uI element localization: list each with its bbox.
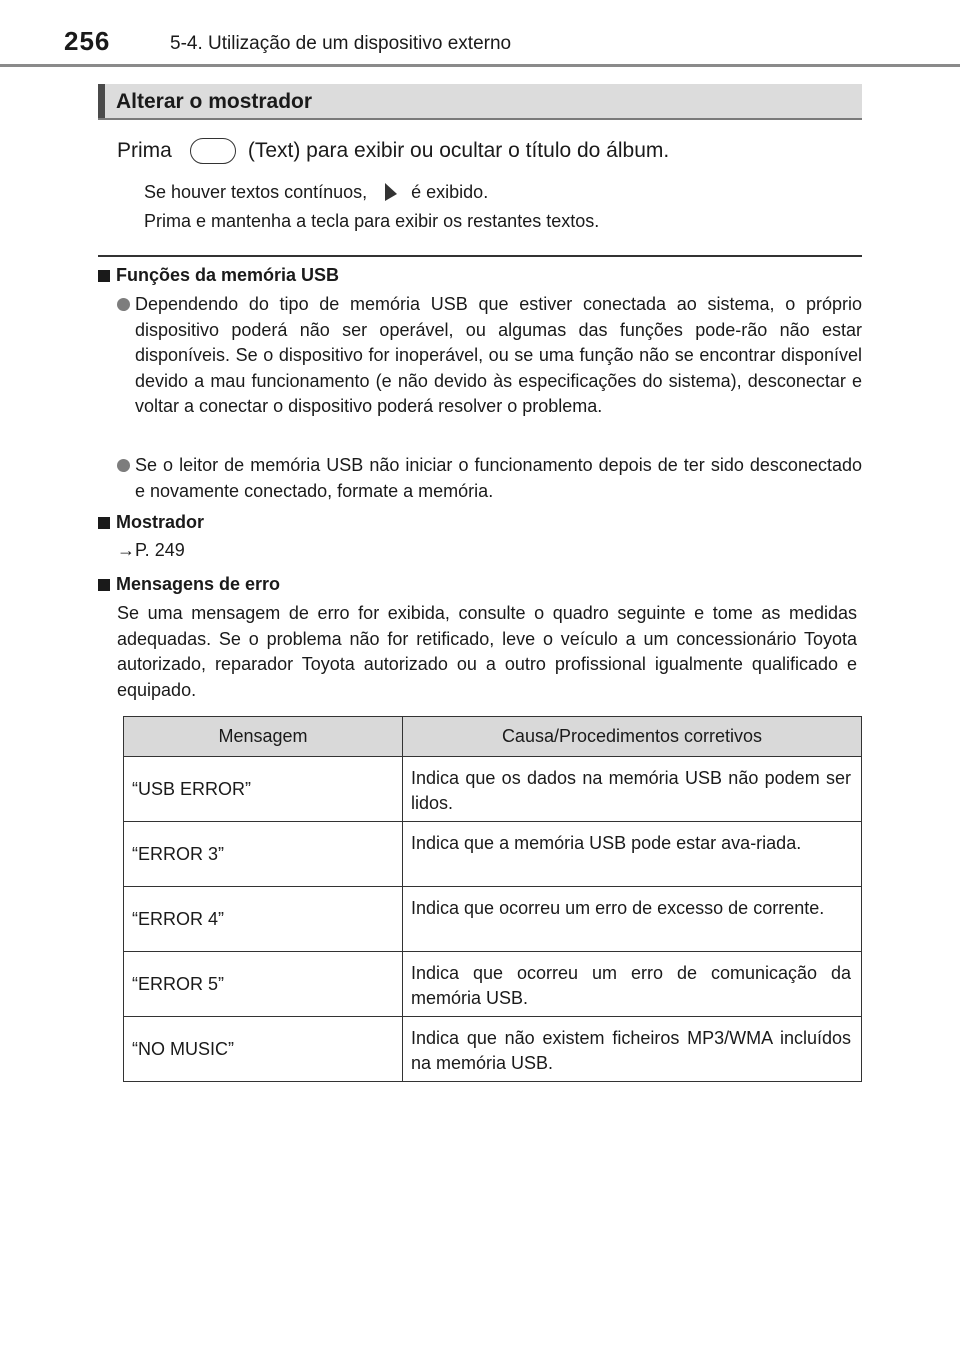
errors-intro: Se uma mensagem de erro for exibida, consulte o quadro seguinte e tome as medidas adequadas. Se o problema não for retificado, leve o veículo a um concessionário Toyota autorizado, reparador Toyota autorizado ou a outro profissional igualmente qualificado e equipado. [117, 603, 857, 700]
error-message-cell: “ERROR 5” [124, 952, 403, 1017]
section-title: Alterar o mostrador [116, 90, 313, 113]
round-bullet-icon [117, 459, 130, 472]
continuation-arrow-icon [385, 182, 397, 202]
section-divider [98, 255, 862, 257]
step-text-before: Prima [117, 139, 172, 162]
page-number: 256 [64, 26, 111, 56]
error-cause-cell: Indica que ocorreu um erro de comunicação da memória USB. [403, 952, 862, 1017]
list-item-text: Se o leitor de memória USB não iniciar o funcionamento depois de ter sido desconectado e novamente conectado, formate a memória. [135, 455, 862, 501]
error-message-cell: “ERROR 3” [124, 822, 403, 887]
error-cause-cell: Indica que ocorreu um erro de excesso de corrente. [403, 887, 862, 952]
note1-after: é exibido. [411, 182, 489, 202]
errors-heading [98, 574, 280, 595]
round-bullet-icon [117, 298, 130, 311]
display-heading [98, 512, 204, 533]
errors-heading-text: Mensagens de erro [116, 574, 281, 594]
header-rule [0, 64, 960, 67]
table-row [124, 952, 862, 1017]
square-bullet-icon [98, 270, 110, 282]
error-messages-table [123, 716, 862, 1082]
table-row [124, 757, 862, 822]
usb-functions-heading-text: Funções da memória USB [116, 265, 340, 285]
error-message-cell: “NO MUSIC” [124, 1017, 403, 1082]
table-row [124, 887, 862, 952]
list-item [117, 292, 862, 420]
column-header-cause: Causa/Procedimentos corretivos [403, 717, 862, 757]
chapter-title: 5-4. Utilização de um dispositivo externo [170, 33, 512, 54]
table-row [124, 1017, 862, 1082]
list-item [117, 453, 862, 504]
error-cause-cell: Indica que a memória USB pode estar ava-riada. [403, 822, 862, 887]
table-header-row [124, 717, 862, 757]
usb-functions-heading [98, 265, 339, 286]
section-header-bar [98, 84, 862, 120]
step-instruction [117, 138, 669, 164]
hold-key-note: Prima e mantenha a tecla para exibir os restantes textos. [144, 211, 600, 231]
square-bullet-icon [98, 517, 110, 529]
error-message-cell: “ERROR 4” [124, 887, 403, 952]
step-text-after: (Text) para exibir ou ocultar o título do álbum. [247, 139, 670, 162]
note1-before: Se houver textos contínuos, [144, 182, 368, 202]
display-heading-text: Mostrador [116, 512, 205, 532]
square-bullet-icon [98, 579, 110, 591]
continuous-text-note [144, 182, 488, 203]
section-accent [98, 84, 105, 118]
page-reference-link[interactable]: →P. 249 [117, 540, 185, 560]
column-header-message: Mensagem [124, 717, 403, 757]
text-button-icon [190, 138, 236, 164]
error-cause-cell: Indica que os dados na memória USB não podem ser lidos. [403, 757, 862, 822]
error-cause-cell: Indica que não existem ficheiros MP3/WMA incluídos na memória USB. [403, 1017, 862, 1082]
error-message-cell: “USB ERROR” [124, 757, 403, 822]
table-row [124, 822, 862, 887]
list-item-text: Dependendo do tipo de memória USB que estiver conectada ao sistema, o próprio dispositivo poderá não ser operável, ou algumas das funções pode-rão não estar disponíveis. Se o dispositivo for inoperável, ou se uma função não se encontrar disponível devido a mau funcionamento (e não devido às especificações do sistema), desconectar e voltar a conectar o dispositivo poderá resolver o problema. [135, 294, 862, 416]
